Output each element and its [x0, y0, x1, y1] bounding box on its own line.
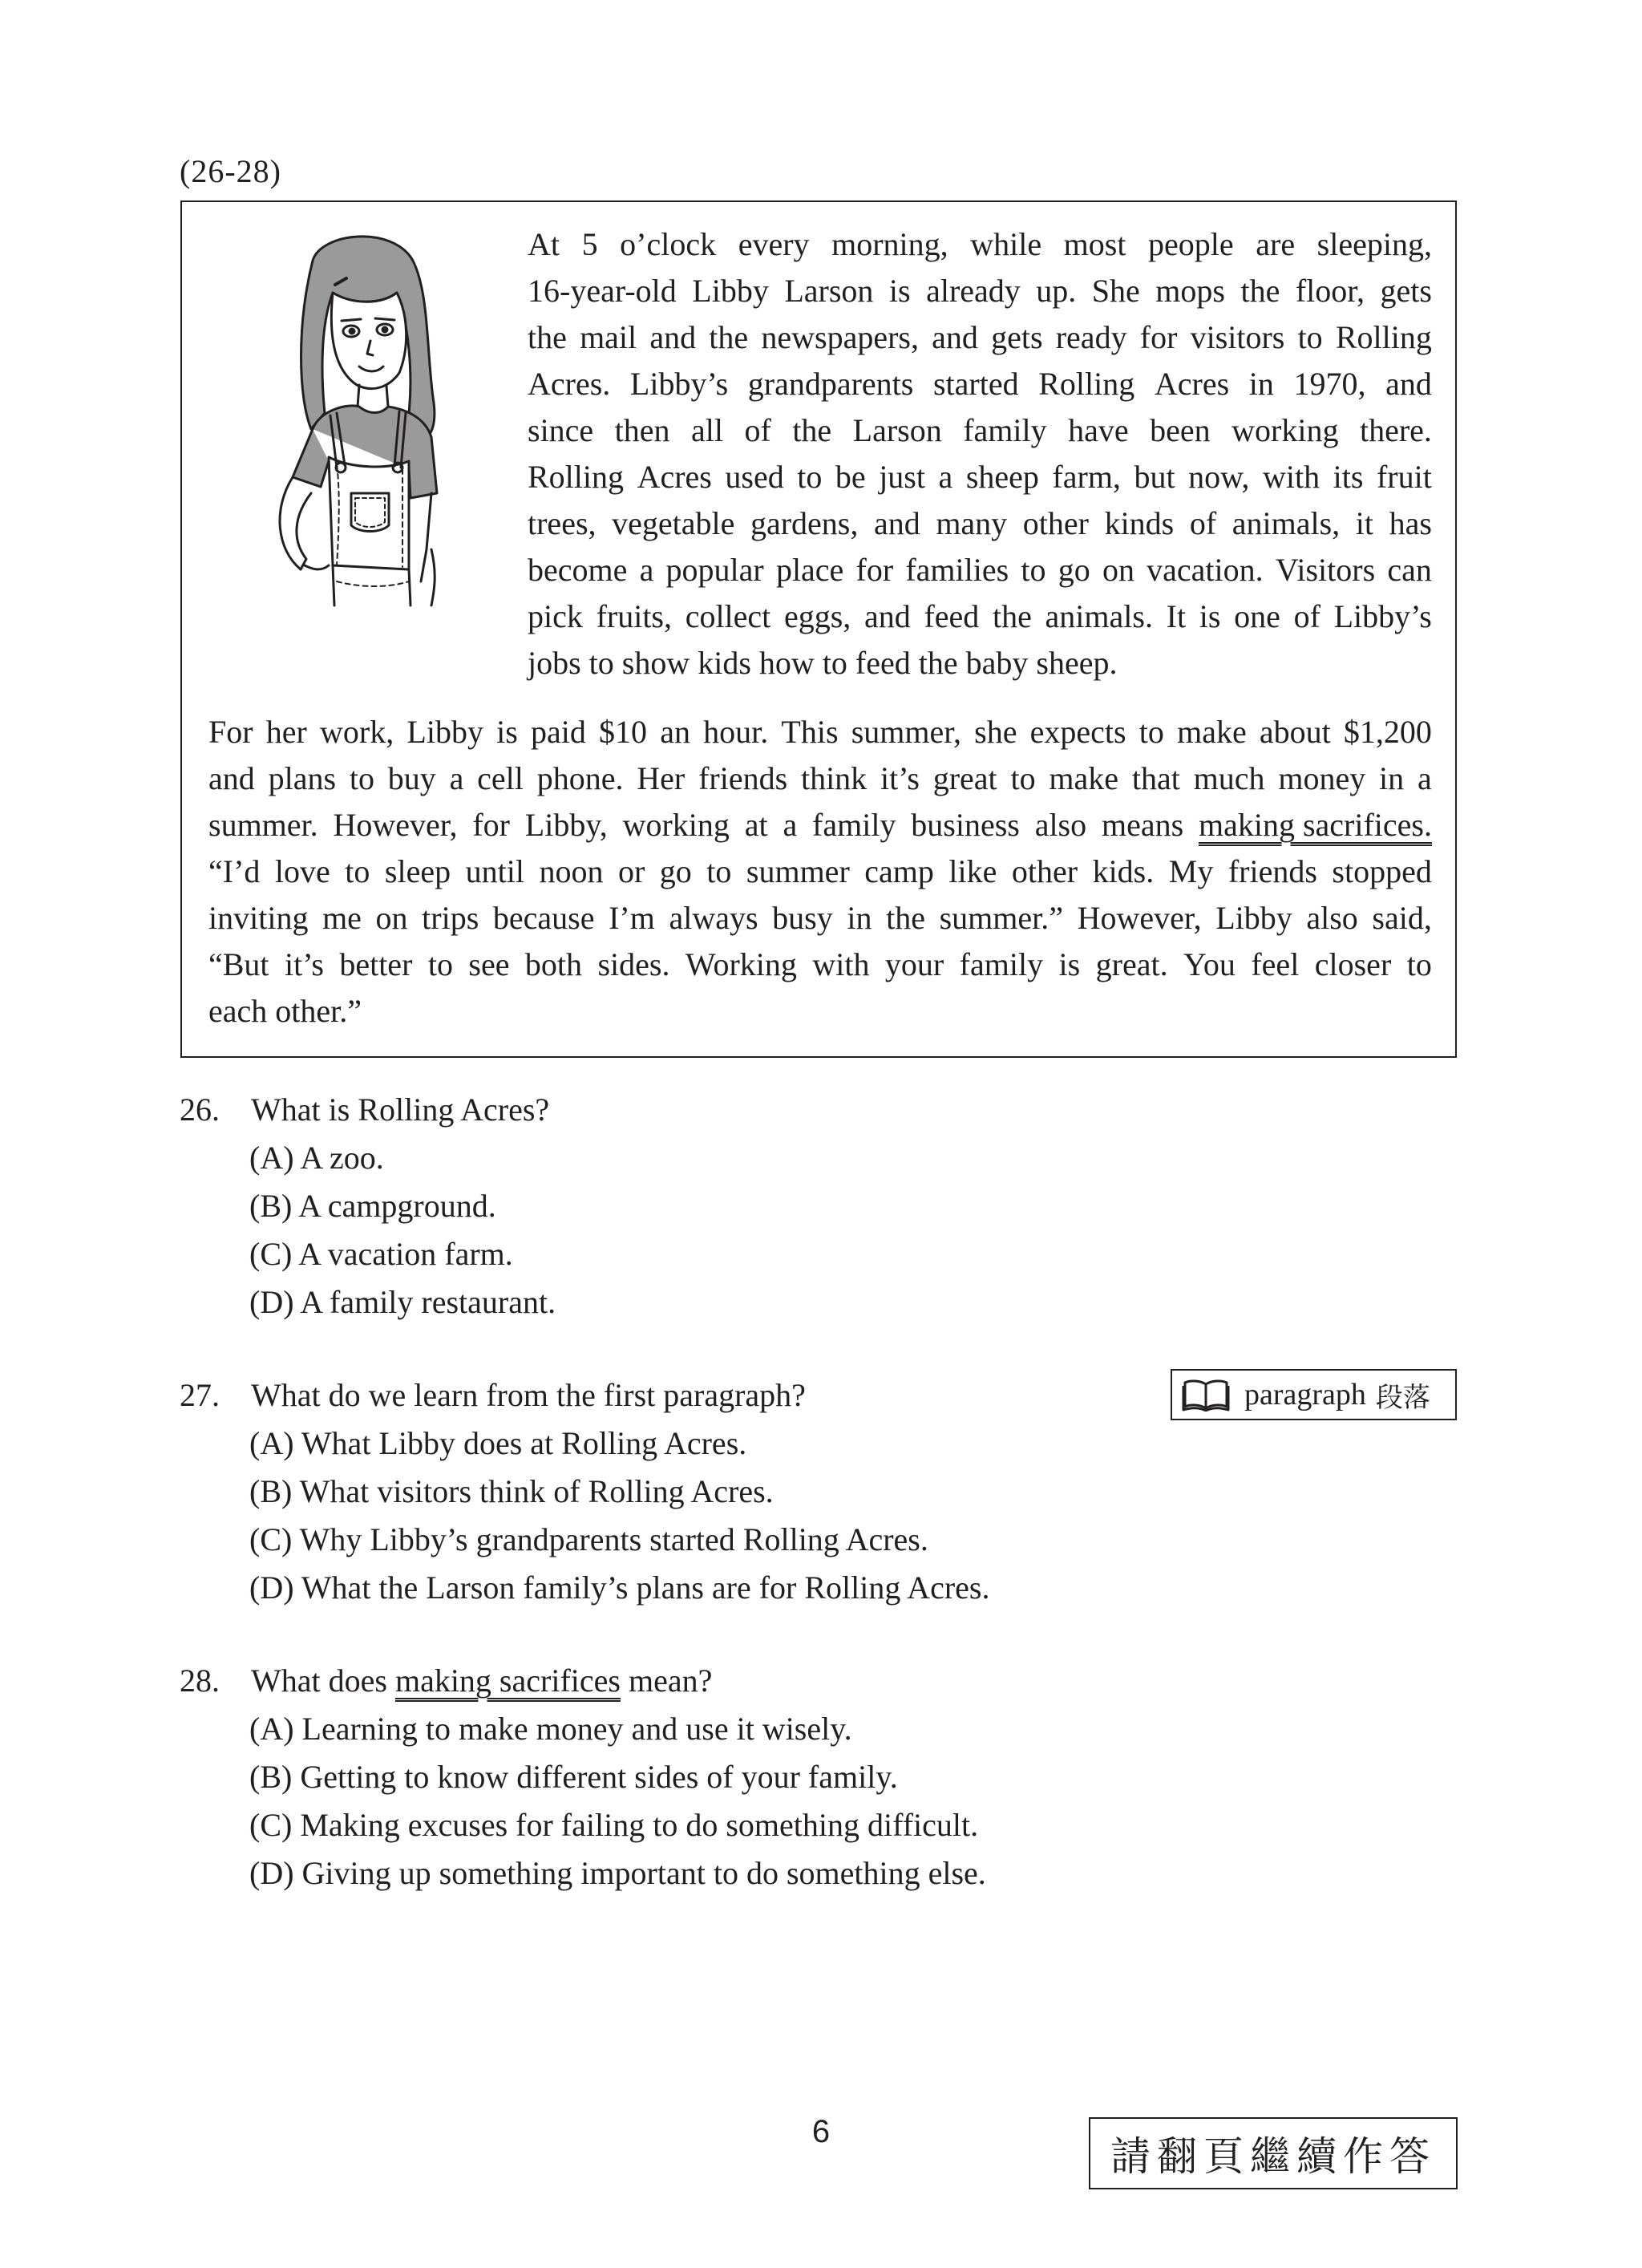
answer-option[interactable]: (D) A family restaurant.	[249, 1284, 556, 1320]
passage-line: summer. However, for Libby, working at a family business also means making sacrifices.	[208, 802, 1432, 848]
passage-line: “But it’s better to see both sides. Working with your family is great. You feel closer to	[208, 946, 1432, 982]
question-number: 26.	[180, 1091, 220, 1128]
passage-line: since then all of the Larson family have been working there.	[528, 412, 1432, 448]
answer-option[interactable]: (A) What Libby does at Rolling Acres.	[249, 1425, 747, 1461]
underlined-phrase: making sacrifices.	[1198, 807, 1432, 843]
answer-option[interactable]: (A) A zoo.	[249, 1140, 384, 1176]
passage-line: inviting me on trips because I’m always busy in the summer.” However, Libby also said,	[208, 900, 1432, 936]
answer-option[interactable]: (D) Giving up something important to do something else.	[249, 1855, 986, 1891]
passage-line: Rolling Acres used to be just a sheep farm, but now, with its fruit	[528, 459, 1432, 495]
question-text: What does making sacrifices mean?	[251, 1663, 713, 1699]
vocabulary-gloss-box	[1171, 1369, 1457, 1420]
girl-illustration	[216, 229, 505, 638]
passage-line: trees, vegetable gardens, and many other kinds of animals, it has	[528, 505, 1432, 541]
passage-line: jobs to show kids how to feed the baby sheep.	[528, 645, 1118, 681]
underlined-phrase: making sacrifices	[394, 1663, 621, 1699]
question-number: 28.	[180, 1663, 220, 1699]
answer-option[interactable]: (A) Learning to make money and use it wisely.	[249, 1711, 852, 1747]
answer-option[interactable]: (B) Getting to know different sides of your family.	[249, 1759, 898, 1795]
gloss-translation: 段落	[1375, 1381, 1430, 1414]
passage-line: Acres. Libby’s grandparents started Rolling Acres in 1970, and	[528, 366, 1432, 402]
answer-option[interactable]: (B) What visitors think of Rolling Acres.	[249, 1473, 774, 1509]
passage-line: the mail and the newspapers, and gets ready for visitors to Rolling	[528, 319, 1432, 355]
passage-line: become a popular place for families to go on vacation. Visitors can	[528, 552, 1432, 588]
passage-line: At 5 o’clock every morning, while most people are sleeping,	[528, 226, 1432, 262]
answer-option[interactable]: (C) Why Libby’s grandparents started Rolling Acres.	[249, 1521, 928, 1557]
passage-line: each other.”	[208, 993, 362, 1029]
continue-next-page-box: 請翻頁繼續作答	[1089, 2117, 1458, 2189]
passage-line: 16-year-old Libby Larson is already up. She mops the floor, gets	[528, 273, 1432, 309]
question-text: What do we learn from the first paragraph?	[251, 1377, 806, 1413]
question-number: 27.	[180, 1377, 220, 1413]
passage-line: pick fruits, collect eggs, and feed the animals. It is one of Libby’s	[528, 598, 1432, 634]
answer-option[interactable]: (C) A vacation farm.	[249, 1236, 513, 1272]
answer-option[interactable]: (C) Making excuses for failing to do something difficult.	[249, 1807, 979, 1843]
passage-line: and plans to buy a cell phone. Her friends think it’s great to make that much money in a	[208, 760, 1432, 796]
answer-option[interactable]: (D) What the Larson family’s plans are for Rolling Acres.	[249, 1569, 990, 1606]
question-text: What is Rolling Acres?	[251, 1091, 550, 1128]
answer-option[interactable]: (B) A campground.	[249, 1188, 496, 1224]
book-icon	[1182, 1378, 1230, 1411]
question-range-label: (26-28)	[180, 153, 281, 189]
passage-line: For her work, Libby is paid $10 an hour. This summer, she expects to make about $1,200	[208, 714, 1432, 750]
passage-line: “I’d love to sleep until noon or go to summer camp like other kids. My friends stopped	[208, 853, 1432, 889]
page-number: 6	[811, 2114, 831, 2149]
gloss-term: paragraph	[1244, 1378, 1366, 1411]
